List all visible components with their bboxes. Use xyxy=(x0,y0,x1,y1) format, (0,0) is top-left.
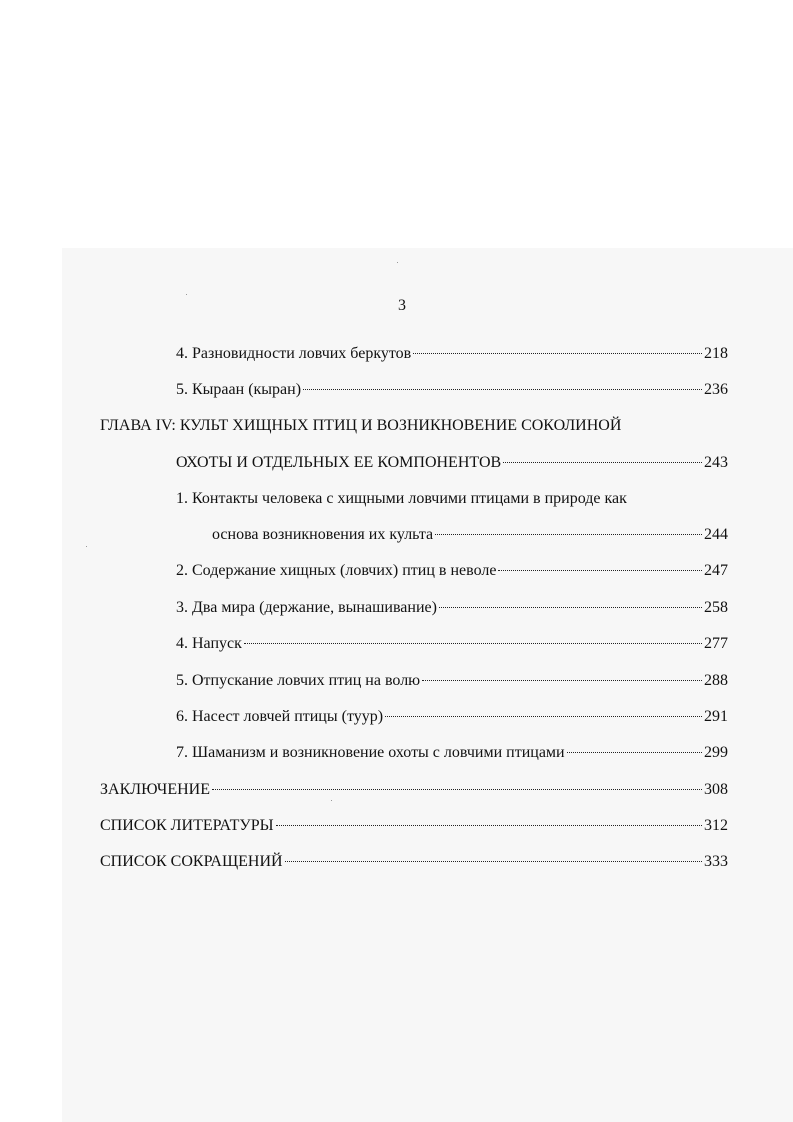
scan-speck xyxy=(186,294,187,295)
table-of-contents xyxy=(0,340,793,880)
toc-entry xyxy=(176,487,728,511)
toc-entry-label: 7. Шаманизм и возникновение охоты с ловчими птицами xyxy=(176,744,565,761)
toc-entry-page: 288 xyxy=(704,672,728,689)
toc-entry-label: 4. Разновидности ловчих беркутов xyxy=(176,345,412,362)
toc-entry-label: 3. Два мира (держание, вынашивание) xyxy=(176,599,437,616)
dot-leader xyxy=(244,642,702,644)
toc-entry-label: 5. Кыраан (кыран) xyxy=(176,381,302,398)
toc-entry-page: 258 xyxy=(704,599,728,616)
toc-entry-label: ГЛАВА IV: КУЛЬТ ХИЩНЫХ ПТИЦ И ВОЗНИКНОВЕНИЕ СОКОЛИНОЙ xyxy=(100,417,622,434)
toc-entry-page: 312 xyxy=(704,817,728,834)
dot-leader xyxy=(439,606,702,608)
dot-leader xyxy=(567,751,702,753)
toc-entry xyxy=(176,669,728,693)
toc-entry xyxy=(176,559,728,583)
toc-entry xyxy=(176,378,728,402)
toc-entry xyxy=(176,741,728,765)
dot-leader xyxy=(276,824,702,826)
dot-leader xyxy=(435,533,702,535)
toc-entry xyxy=(212,523,728,547)
scan-speck xyxy=(397,262,398,263)
toc-entry xyxy=(100,814,728,838)
toc-entry-label: ЗАКЛЮЧЕНИЕ xyxy=(100,781,210,798)
toc-entry-label: СПИСОК ЛИТЕРАТУРЫ xyxy=(100,817,274,834)
toc-entry-label: 1. Контакты человека с хищными ловчими птицами в природе как xyxy=(176,490,627,507)
toc-entry-page: 277 xyxy=(704,635,728,652)
dot-leader xyxy=(503,461,702,463)
page-number: 3 xyxy=(398,297,406,314)
toc-entry-page: 218 xyxy=(704,345,728,362)
toc-entry xyxy=(176,451,728,475)
toc-entry-label: ОХОТЫ И ОТДЕЛЬНЫХ ЕЕ КОМПОНЕНТОВ xyxy=(176,454,502,471)
scan-speck xyxy=(331,800,332,801)
toc-chapter-heading xyxy=(100,414,728,438)
toc-entry-label: 2. Содержание хищных (ловчих) птиц в неволе xyxy=(176,562,497,579)
toc-entry-page: 243 xyxy=(704,454,728,471)
dot-leader xyxy=(422,679,702,681)
toc-entry xyxy=(176,596,728,620)
toc-entry xyxy=(176,705,728,729)
toc-entry xyxy=(100,850,728,874)
toc-entry-label: 6. Насест ловчей птицы (туур) xyxy=(176,708,384,725)
dot-leader xyxy=(413,352,702,354)
toc-entry xyxy=(176,632,728,656)
scan-speck xyxy=(86,546,87,547)
toc-entry-label: основа возникновения их культа xyxy=(212,526,434,543)
dot-leader xyxy=(285,860,702,862)
toc-entry-page: 308 xyxy=(704,781,728,798)
toc-entry-page: 236 xyxy=(704,381,728,398)
toc-entry-label: 4. Напуск xyxy=(176,635,242,652)
toc-entry-page: 247 xyxy=(704,562,728,579)
toc-entry xyxy=(176,342,728,366)
toc-entry-page: 291 xyxy=(704,708,728,725)
toc-entry-page: 333 xyxy=(704,853,728,870)
dot-leader xyxy=(212,788,702,790)
dot-leader xyxy=(385,715,702,717)
dot-leader xyxy=(498,569,702,571)
toc-entry-label: 5. Отпускание ловчих птиц на волю xyxy=(176,672,421,689)
toc-entry-page: 244 xyxy=(704,526,728,543)
dot-leader xyxy=(303,388,702,390)
toc-entry xyxy=(100,778,728,802)
toc-entry-label: СПИСОК СОКРАЩЕНИЙ xyxy=(100,853,283,870)
toc-entry-page: 299 xyxy=(704,744,728,761)
